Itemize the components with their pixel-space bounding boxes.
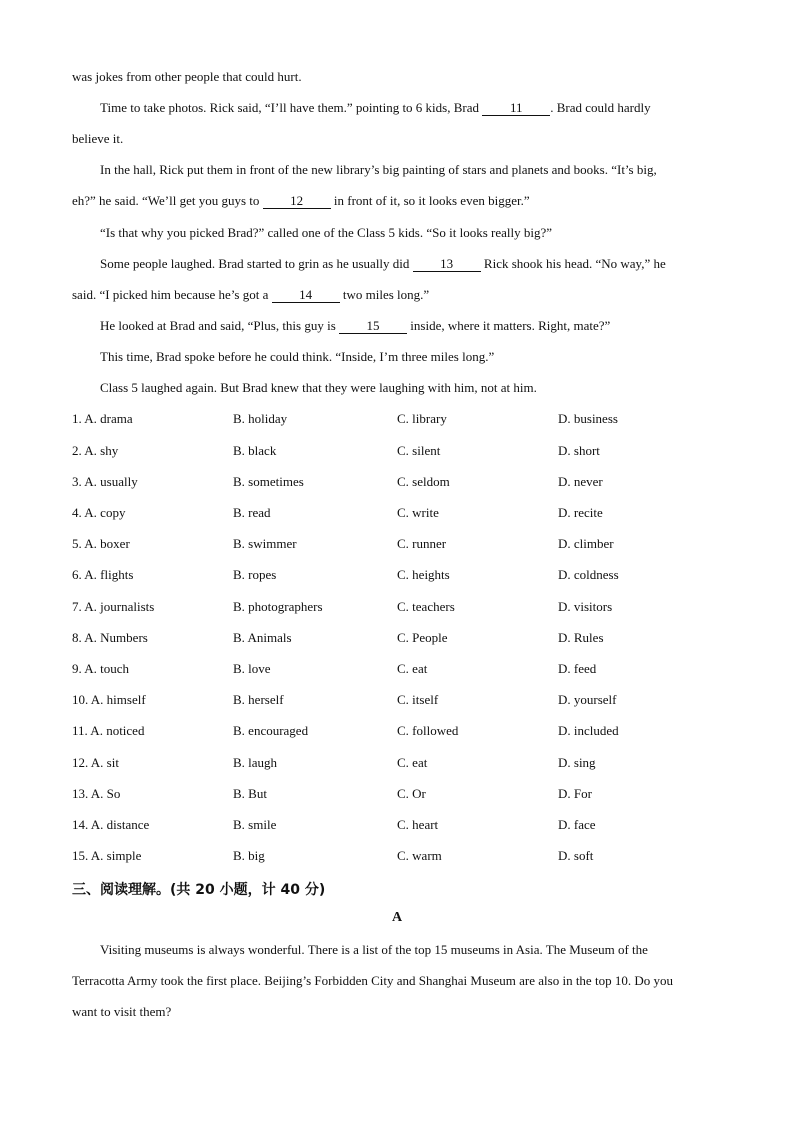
option-d[interactable]: D. face [558, 817, 596, 832]
option-d[interactable]: D. short [558, 443, 600, 458]
option-row [72, 723, 752, 739]
option-row [72, 786, 752, 802]
option-a[interactable]: 11. A. noticed [72, 723, 145, 738]
option-d[interactable]: D. climber [558, 536, 614, 551]
option-a[interactable]: 12. A. sit [72, 755, 119, 770]
option-c[interactable]: C. heights [397, 567, 450, 582]
passage-text: . Brad could hardly [550, 100, 651, 115]
reading-line-3 [72, 1004, 171, 1020]
option-b[interactable]: B. photographers [233, 599, 323, 614]
option-row [72, 505, 752, 521]
part-heading: A [391, 910, 403, 925]
option-b[interactable]: B. read [233, 505, 271, 520]
option-a[interactable]: 13. A. So [72, 786, 121, 801]
option-d[interactable]: D. Rules [558, 630, 604, 645]
option-c[interactable]: C. People [397, 630, 448, 645]
option-c[interactable]: C. silent [397, 443, 441, 458]
option-d[interactable]: D. soft [558, 848, 594, 863]
option-b[interactable]: B. swimmer [233, 536, 297, 551]
option-a[interactable]: 5. A. boxer [72, 536, 130, 551]
option-row [72, 630, 752, 646]
option-a[interactable]: 1. A. drama [72, 411, 133, 426]
option-row [72, 599, 752, 615]
option-b[interactable]: B. black [233, 443, 277, 458]
passage-line-4 [72, 193, 530, 209]
answer-blank-14[interactable]: 14 [272, 288, 340, 303]
option-c[interactable]: C. eat [397, 661, 428, 676]
option-row [72, 443, 752, 459]
passage-text: “Is that why you picked Brad?” called one of the Class 5 kids. “So it looks really big?” [100, 225, 552, 240]
answer-blank-12[interactable]: 12 [263, 194, 331, 209]
passage-text: said. “I picked him because he’s got a [72, 287, 269, 302]
option-row [72, 474, 752, 490]
option-a[interactable]: 8. A. Numbers [72, 630, 148, 645]
option-d[interactable]: D. visitors [558, 599, 613, 614]
option-a[interactable]: 6. A. flights [72, 567, 134, 582]
passage-line-5 [100, 225, 552, 241]
passage-text: two miles long.” [342, 287, 430, 302]
option-b[interactable]: B. But [233, 786, 267, 801]
passage-line-10 [100, 380, 537, 396]
option-b[interactable]: B. holiday [233, 411, 288, 426]
reading-line-2 [72, 973, 673, 989]
option-c[interactable]: C. teachers [397, 599, 455, 614]
option-a[interactable]: 14. A. distance [72, 817, 150, 832]
option-c[interactable]: C. write [397, 505, 439, 520]
option-d[interactable]: D. business [558, 411, 618, 426]
option-b[interactable]: B. love [233, 661, 271, 676]
option-b[interactable]: B. herself [233, 692, 284, 707]
answer-blank-13[interactable]: 13 [413, 257, 481, 272]
passage-line-8 [100, 318, 610, 334]
option-c[interactable]: C. seldom [397, 474, 450, 489]
passage-text: in front of it, so it looks even bigger.” [333, 193, 530, 208]
option-c[interactable]: C. warm [397, 848, 442, 863]
option-row [72, 692, 752, 708]
option-b[interactable]: B. sometimes [233, 474, 304, 489]
option-c[interactable]: C. itself [397, 692, 439, 707]
option-row [72, 661, 752, 677]
passage-line-9 [100, 349, 494, 365]
passage-line-6 [100, 256, 666, 272]
passage-text: He looked at Brad and said, “Plus, this guy is [100, 318, 336, 333]
passage-line-0 [72, 69, 302, 85]
option-a[interactable]: 3. A. usually [72, 474, 138, 489]
option-a[interactable]: 9. A. touch [72, 661, 130, 676]
option-a[interactable]: 10. A. himself [72, 692, 146, 707]
reading-text: Visiting museums is always wonderful. There is a list of the top 15 museums in Asia. The Museum of the [100, 942, 648, 957]
option-row [72, 536, 752, 552]
option-b[interactable]: B. encouraged [233, 723, 309, 738]
option-c[interactable]: C. runner [397, 536, 447, 551]
passage-text: eh?” he said. “We’ll get you guys to [72, 193, 260, 208]
section-heading: 三、阅读理解。(共 20 小题，计 40 分) [72, 882, 326, 898]
option-b[interactable]: B. Animals [233, 630, 292, 645]
option-c[interactable]: C. heart [397, 817, 439, 832]
option-a[interactable]: 4. A. copy [72, 505, 126, 520]
option-b[interactable]: B. ropes [233, 567, 277, 582]
passage-text: was jokes from other people that could hurt. [72, 69, 302, 84]
passage-text: In the hall, Rick put them in front of the new library’s big painting of stars and planets and books. “It’s big, [100, 162, 657, 177]
reading-line-1 [100, 942, 648, 958]
reading-text: Terracotta Army took the first place. Beijing’s Forbidden City and Shanghai Museum are also in the top 10. Do you [72, 973, 673, 988]
passage-line-3 [100, 162, 657, 178]
option-d[interactable]: D. never [558, 474, 603, 489]
option-row [72, 567, 752, 583]
passage-text: Some people laughed. Brad started to grin as he usually did [100, 256, 410, 271]
option-b[interactable]: B. laugh [233, 755, 278, 770]
option-b[interactable]: B. smile [233, 817, 277, 832]
option-a[interactable]: 7. A. journalists [72, 599, 155, 614]
passage-text: Rick shook his head. “No way,” he [483, 256, 666, 271]
option-d[interactable]: D. included [558, 723, 619, 738]
passage-text: This time, Brad spoke before he could think. “Inside, I’m three miles long.” [100, 349, 495, 364]
option-c[interactable]: C. library [397, 411, 447, 426]
option-d[interactable]: D. sing [558, 755, 596, 770]
option-row [72, 411, 752, 427]
passage-text: Time to take photos. Rick said, “I’ll have them.” pointing to 6 kids, Brad [100, 100, 479, 115]
passage-line-1 [100, 100, 651, 116]
option-row [72, 848, 752, 864]
passage-text: inside, where it matters. Right, mate?” [410, 318, 611, 333]
option-d[interactable]: D. yourself [558, 692, 617, 707]
option-row [72, 817, 752, 833]
option-d[interactable]: D. coldness [558, 567, 619, 582]
option-c[interactable]: C. eat [397, 755, 428, 770]
passage-text: believe it. [72, 131, 124, 146]
answer-blank-11[interactable]: 11 [482, 101, 550, 116]
option-d[interactable]: D. recite [558, 505, 603, 520]
option-c[interactable]: C. followed [397, 723, 459, 738]
option-d[interactable]: D. For [558, 786, 592, 801]
option-b[interactable]: B. big [233, 848, 265, 863]
answer-blank-15[interactable]: 15 [339, 319, 407, 334]
reading-text: want to visit them? [72, 1004, 172, 1019]
option-a[interactable]: 15. A. simple [72, 848, 142, 863]
passage-line-7 [72, 287, 429, 303]
option-d[interactable]: D. feed [558, 661, 597, 676]
passage-line-2 [72, 131, 123, 147]
option-a[interactable]: 2. A. shy [72, 443, 119, 458]
option-row [72, 755, 752, 771]
option-c[interactable]: C. Or [397, 786, 426, 801]
passage-text: Class 5 laughed again. But Brad knew that they were laughing with him, not at him. [100, 380, 537, 395]
